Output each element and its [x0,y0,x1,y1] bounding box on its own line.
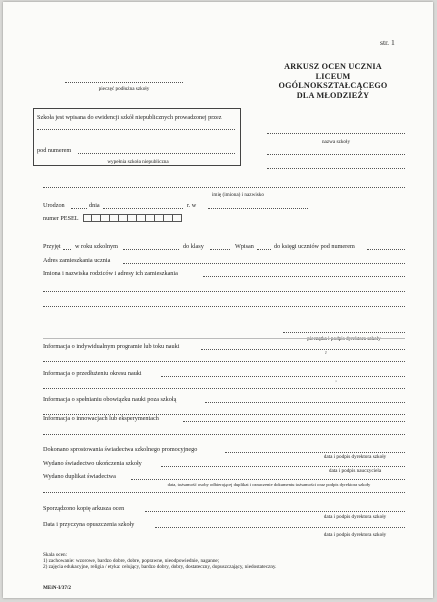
copy-caption: data i podpis dyrektora szkoły [323,514,387,520]
leave-label: Data i przyczyna opuszczenia szkoły [43,521,135,528]
director-seal-caption: pieczątka i podpis dyrektora szkoły [307,336,381,342]
form-page [3,2,433,598]
school-name-line-3[interactable] [267,168,405,169]
director-seal-field[interactable] [283,332,405,333]
corrections-caption: data i podpis dyrektora szkoły [323,454,387,460]
registry-dotted-line[interactable] [37,129,235,130]
year-label: r. w [187,202,197,209]
student-name-caption: imię (imiona) i nazwisko [211,192,264,198]
grade-scale-subjects: 2) zajęcia edukacyjne, religia / etyka: celujący, bardzo dobry, dobry, dostateczny, dopuszczający, niedostateczny. [43,564,277,570]
info-individual-field[interactable] [201,349,405,350]
class-field[interactable] [210,249,230,250]
info-individual-label: Informacja o indywidualnym programie lub toku nauki [43,343,180,350]
title-line-3: DLA MŁODZIEŻY [296,90,370,100]
form-code: MEiN-I/37/2 [43,585,71,591]
stamp-dotted-line [65,82,183,83]
page-number: str. 1 [380,38,395,47]
info-innovation-field-2[interactable] [43,434,405,435]
school-year-label: w roku szkolnym [75,243,118,250]
school-name-caption: nazwa szkoły [321,139,351,145]
parents-field-2[interactable] [43,291,405,292]
parents-label: Imiona i nazwiska rodziców i adresy ich zamieszkania [43,270,178,277]
info-outside-label: Informacja o spełnianiu obowiązku nauki poza szkołą [43,396,177,403]
info-innovation-field[interactable] [183,421,405,422]
section-divider [43,338,405,339]
duplicate-field-2[interactable] [43,492,405,493]
admitted-suffix-field[interactable] [63,249,71,250]
title-line-1: ARKUSZ OCEN UCZNIA [284,62,382,71]
leave-caption: data i podpis dyrektora szkoły [323,532,387,538]
address-label: Adres zamieszkania ucznia [43,257,111,264]
student-name-field[interactable] [43,187,405,188]
address-field[interactable] [123,263,405,264]
school-name-line-2[interactable] [267,154,405,155]
class-label: do klasy [183,243,204,250]
entered-suffix-field[interactable] [257,249,271,250]
parents-field-3[interactable] [43,306,405,307]
admitted-label: Przyjęt [43,243,61,250]
born-suffix-field[interactable] [71,208,87,209]
school-name-line-1[interactable] [267,133,405,134]
certificate-label: Wydano świadectwo ukończenia szkoły [43,460,142,467]
grade-scale-heading: Skala ocen: [43,552,68,558]
certificate-field[interactable] [161,466,405,467]
registry-number-field[interactable] [78,153,235,154]
register-number-field[interactable] [367,249,405,250]
grade-scales [43,552,276,570]
pesel-cells[interactable] [83,214,182,222]
birth-place-field[interactable] [208,208,308,209]
handwriting-mark-2: ‚ [335,377,337,383]
handwriting-mark: ᴊ [325,350,327,356]
grade-scale-behaviour: 1) zachowanie: wzorowe, bardzo dobre, dobre, poprawne, nieodpowiednie, naganne; [43,558,220,564]
title-line-2: LICEUM OGÓLNOKSZTAŁCĄCEGO [278,71,388,91]
copy-field[interactable] [145,511,405,512]
info-individual-field-2[interactable] [43,361,405,362]
copy-label: Sporządzono kopię arkusza ocen [43,505,125,512]
info-extension-label: Informacja o przedłużeniu okresu nauki [43,370,142,377]
leave-field[interactable] [155,527,405,528]
birth-date-field[interactable] [103,208,183,209]
info-extension-field[interactable] [161,376,405,377]
entered-label: Wpisan [235,243,254,250]
duplicate-caption: data, tożsamość osoby odbierającej duplikat i oznaczenie dokumentu tożsamości oraz podpis dyrektora szkoły [167,482,371,487]
school-year-field[interactable] [123,249,179,250]
certificate-caption: data i podpis nauczyciela [328,468,382,474]
duplicate-field[interactable] [131,479,405,480]
corrections-label: Dokonano sprostowania świadectwa szkolnego promocyjnego [43,446,198,453]
stamp-caption: pieczęć podłużna szkoły [98,86,150,92]
register-label: do księgi uczniów pod numerem [274,243,355,250]
pesel-label: numer PESEL [43,215,79,222]
registry-number-label: pod numerem [37,147,72,154]
info-innovation-label: Informacja o innowacjach lub eksperymentach [43,415,159,422]
parents-field-1[interactable] [203,276,405,277]
info-outside-field[interactable] [205,402,405,403]
corrections-field[interactable] [225,452,405,453]
registry-caption: wypełnia szkoła niepubliczna [107,159,169,165]
day-label: dnia [89,202,100,209]
registry-text: Szkoła jest wpisana do ewidencji szkół niepublicznych prowadzonej przez [37,114,222,121]
duplicate-label: Wydano duplikat świadectwa [43,473,116,480]
born-label: Urodzon [43,202,65,209]
form-title [265,62,401,100]
info-extension-field-2[interactable] [43,388,405,389]
